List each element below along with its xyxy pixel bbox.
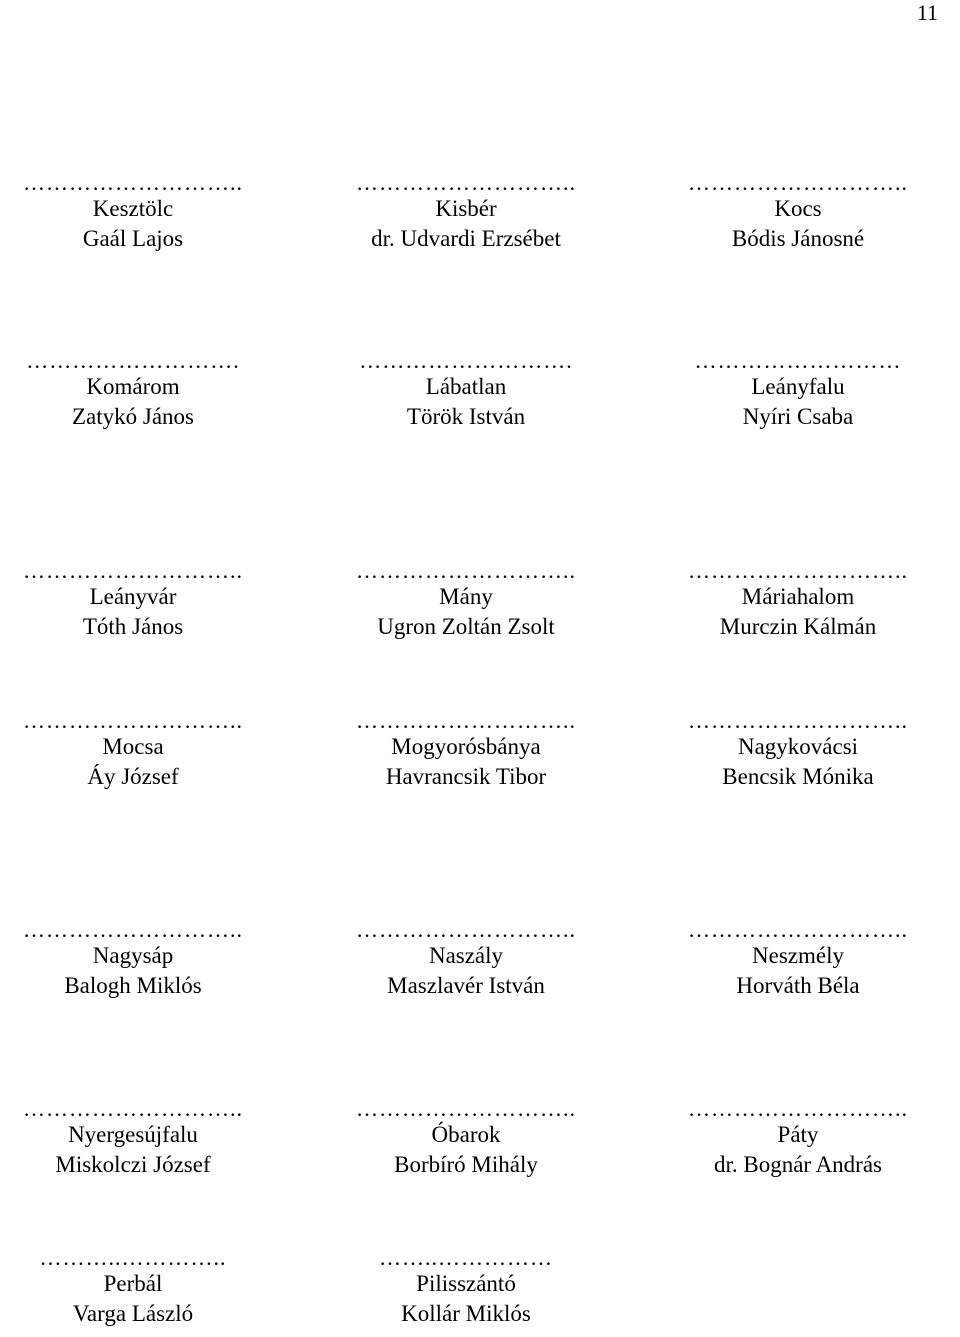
signature-block xyxy=(648,350,948,432)
signature-line: ……………………….. xyxy=(23,919,243,941)
municipality-name: Nagysáp xyxy=(92,943,174,968)
municipality-name: Leányvár xyxy=(89,584,177,609)
signatory-name: Zatykó János xyxy=(71,404,194,429)
signatory-name: Havrancsik Tibor xyxy=(385,764,547,789)
signature-line: ……………………….. xyxy=(23,1098,243,1120)
signature-block xyxy=(0,919,283,1001)
signature-line: ……………………….. xyxy=(688,919,908,941)
signature-line: ……………………….. xyxy=(688,560,908,582)
signature-row xyxy=(0,350,960,440)
signature-block xyxy=(0,710,283,792)
signature-row xyxy=(0,560,960,650)
signature-line: ……………………….. xyxy=(356,172,576,194)
municipality-name: Máriahalom xyxy=(741,584,855,609)
signatory-name: Tóth János xyxy=(82,614,184,639)
signatory-name: Miskolczi József xyxy=(55,1152,211,1177)
signature-block xyxy=(316,919,616,1001)
signature-line: ……………………….. xyxy=(356,710,576,732)
signature-block xyxy=(316,1098,616,1180)
signature-block xyxy=(316,560,616,642)
signatory-name: dr. Bognár András xyxy=(713,1152,882,1177)
signatory-name: Nyíri Csaba xyxy=(742,404,854,429)
municipality-name: Nyergesújfalu xyxy=(68,1122,198,1147)
signature-block xyxy=(0,560,283,642)
municipality-name: Neszmély xyxy=(752,943,844,968)
signatory-name: Varga László xyxy=(72,1301,194,1326)
municipality-name: Kocs xyxy=(774,196,822,221)
signatory-name: Török István xyxy=(406,404,526,429)
signature-line: ……………………….. xyxy=(688,172,908,194)
signature-line: ……………………….. xyxy=(688,1098,908,1120)
signatory-name: Murczin Kálmán xyxy=(719,614,877,639)
signature-row xyxy=(0,172,960,262)
municipality-name: Naszály xyxy=(428,943,504,968)
signature-block xyxy=(648,919,948,1001)
signatory-name: Horváth Béla xyxy=(736,973,860,998)
signatory-name: Gaál Lajos xyxy=(82,226,184,251)
signature-block xyxy=(648,710,948,792)
page-number: 11 xyxy=(916,0,938,25)
signature-row xyxy=(0,1247,960,1337)
signatory-name: Balogh Miklós xyxy=(64,973,202,998)
municipality-name: Páty xyxy=(777,1122,819,1147)
municipality-name: Komárom xyxy=(86,374,180,399)
signature-block xyxy=(0,1098,283,1180)
signature-block xyxy=(316,710,616,792)
signature-block xyxy=(316,1247,616,1329)
signature-line: ……..…………… xyxy=(379,1247,553,1269)
signature-block xyxy=(648,172,948,254)
signature-block xyxy=(316,350,616,432)
signature-block xyxy=(648,1098,948,1180)
municipality-name: Mocsa xyxy=(102,734,164,759)
municipality-name: Lábatlan xyxy=(425,374,507,399)
signature-line: ………………………. xyxy=(26,350,240,372)
signatory-name: Bencsik Mónika xyxy=(722,764,874,789)
signatory-name: Áy József xyxy=(87,764,179,789)
signature-line: ……………………… xyxy=(694,350,902,372)
municipality-name: Kesztölc xyxy=(92,196,174,221)
municipality-name: Perbál xyxy=(103,1271,163,1296)
signature-block xyxy=(0,172,283,254)
signature-line: ………………………. xyxy=(359,350,573,372)
municipality-name: Nagykovácsi xyxy=(737,734,859,759)
signature-line: ……………………….. xyxy=(688,710,908,732)
signatory-name: Ugron Zoltán Zsolt xyxy=(377,614,555,639)
signatory-name: Bódis Jánosné xyxy=(731,226,865,251)
municipality-name: Óbarok xyxy=(431,1122,501,1147)
signature-block xyxy=(648,560,948,642)
signature-line: ……………………….. xyxy=(356,919,576,941)
signature-row xyxy=(0,710,960,800)
signatory-name: Maszlavér István xyxy=(387,973,545,998)
municipality-name: Mány xyxy=(439,584,493,609)
municipality-name: Leányfalu xyxy=(751,374,845,399)
signature-block xyxy=(0,1247,283,1329)
signature-line: ……………………….. xyxy=(23,710,243,732)
signature-line: ……………………….. xyxy=(356,1098,576,1120)
signature-line: ……………………….. xyxy=(356,560,576,582)
municipality-name: Kisbér xyxy=(435,196,497,221)
signatory-name: dr. Udvardi Erzsébet xyxy=(371,226,561,251)
signatory-name: Borbíró Mihály xyxy=(394,1152,538,1177)
signature-line: ………..………….. xyxy=(39,1247,227,1269)
signature-line: ……………………….. xyxy=(23,560,243,582)
signatory-name: Kollár Miklós xyxy=(401,1301,531,1326)
signature-line: ……………………….. xyxy=(23,172,243,194)
signature-block xyxy=(316,172,616,254)
signature-row xyxy=(0,919,960,1009)
signature-row xyxy=(0,1098,960,1188)
municipality-name: Mogyorósbánya xyxy=(391,734,541,759)
signature-block xyxy=(0,350,283,432)
municipality-name: Pilisszántó xyxy=(416,1271,516,1296)
